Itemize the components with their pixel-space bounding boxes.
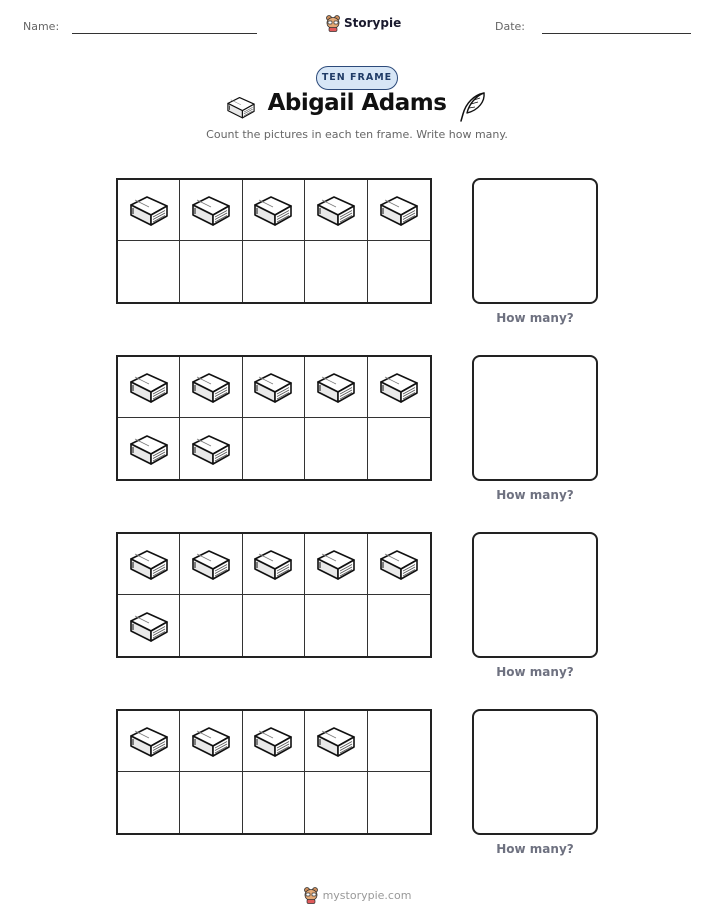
ten-frame-cell	[243, 595, 305, 656]
ten-frame-cell	[368, 418, 430, 479]
mascot-icon	[325, 14, 341, 32]
ten-frame-cell	[243, 180, 305, 241]
ten-frame-cell	[305, 418, 367, 479]
ten-frame-cell	[305, 595, 367, 656]
how-many-label: How many?	[496, 842, 574, 856]
ten-frame-cell	[368, 241, 430, 302]
ten-frame-cell	[368, 772, 430, 833]
ten-frame-cell	[305, 241, 367, 302]
how-many-label: How many?	[496, 665, 574, 679]
ten-frame-cell	[118, 180, 180, 241]
ten-frame-cell	[305, 534, 367, 595]
name-line[interactable]	[72, 33, 257, 34]
ten-frame-cell	[118, 534, 180, 595]
ten-frame-cell	[368, 180, 430, 241]
ten-frame-cell	[243, 772, 305, 833]
ten-frame-cell	[243, 534, 305, 595]
how-many-label: How many?	[496, 311, 574, 325]
answer-box[interactable]	[472, 709, 598, 835]
ten-frame-cell	[180, 418, 242, 479]
ten-frame	[116, 709, 432, 835]
book-icon	[189, 368, 233, 406]
quill-icon	[456, 90, 488, 124]
book-icon	[251, 368, 295, 406]
book-icon	[251, 722, 295, 760]
book-icon	[251, 545, 295, 583]
ten-frame-cell	[243, 241, 305, 302]
ten-frame-cell	[243, 711, 305, 772]
ten-frame-cell	[180, 534, 242, 595]
ten-frame-cell	[305, 711, 367, 772]
book-icon	[377, 545, 421, 583]
book-icon	[127, 607, 171, 645]
book-icon	[314, 545, 358, 583]
footer-site: mystorypie.com	[322, 888, 412, 902]
mascot-icon	[303, 886, 319, 904]
ten-frame-cell	[180, 772, 242, 833]
book-icon	[127, 545, 171, 583]
brand-name: Storypie	[344, 16, 402, 30]
book-icon	[189, 722, 233, 760]
book-icon	[377, 368, 421, 406]
page-title: Abigail Adams	[267, 90, 447, 116]
book-icon	[189, 545, 233, 583]
how-many-label: How many?	[496, 488, 574, 502]
ten-frame-cell	[118, 357, 180, 418]
book-icon	[377, 191, 421, 229]
ten-frame-cell	[243, 357, 305, 418]
ten-frame-cell	[118, 772, 180, 833]
book-icon	[251, 191, 295, 229]
ten-frame-cell	[180, 595, 242, 656]
ten-frame-cell	[118, 418, 180, 479]
book-icon	[127, 430, 171, 468]
ten-frame	[116, 532, 432, 658]
book-icon	[314, 191, 358, 229]
ten-frame	[116, 355, 432, 481]
name-label: Name:	[23, 20, 60, 33]
date-label: Date:	[495, 20, 525, 33]
book-icon	[189, 430, 233, 468]
brand-logo	[325, 13, 401, 33]
book-icon	[314, 368, 358, 406]
answer-box[interactable]	[472, 355, 598, 481]
footer	[0, 886, 714, 904]
book-icon	[127, 368, 171, 406]
ten-frame-cell	[305, 357, 367, 418]
book-icon	[189, 191, 233, 229]
ten-frame-cell	[368, 595, 430, 656]
ten-frame-cell	[118, 241, 180, 302]
instructions: Count the pictures in each ten frame. Write how many.	[206, 128, 508, 141]
answer-box[interactable]	[472, 178, 598, 304]
book-icon	[314, 722, 358, 760]
ten-frame-cell	[368, 711, 430, 772]
date-line[interactable]	[542, 33, 691, 34]
ten-frame-cell	[180, 180, 242, 241]
ten-frame-cell	[305, 772, 367, 833]
ten-frame-cell	[305, 180, 367, 241]
book-icon	[127, 191, 171, 229]
worksheet-type-badge: TEN FRAME	[316, 66, 398, 90]
ten-frame-cell	[180, 241, 242, 302]
ten-frame-cell	[243, 418, 305, 479]
answer-box[interactable]	[472, 532, 598, 658]
book-icon	[225, 93, 257, 121]
ten-frame-cell	[118, 711, 180, 772]
ten-frame-cell	[368, 357, 430, 418]
ten-frame	[116, 178, 432, 304]
ten-frame-cell	[180, 711, 242, 772]
ten-frame-cell	[180, 357, 242, 418]
ten-frame-cell	[368, 534, 430, 595]
book-icon	[127, 722, 171, 760]
ten-frame-cell	[118, 595, 180, 656]
